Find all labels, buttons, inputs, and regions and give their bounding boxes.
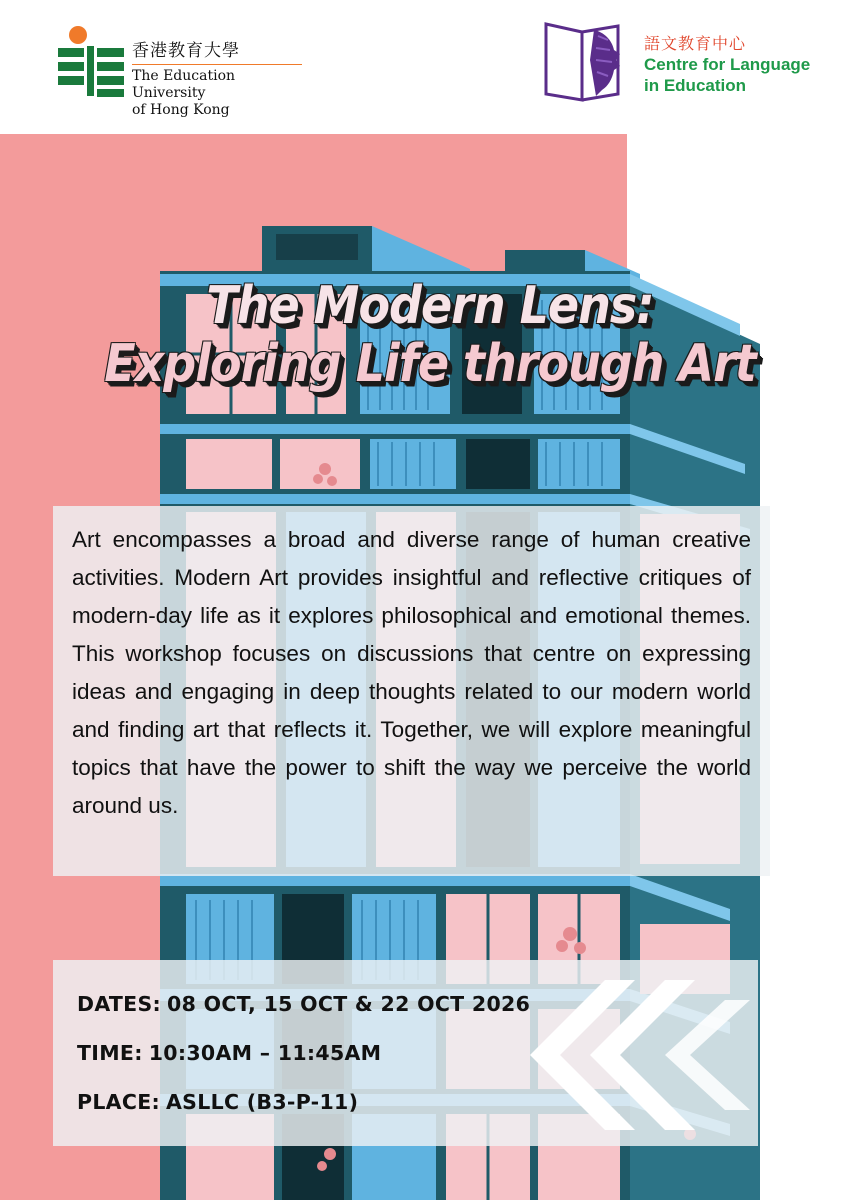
eduhk-name [132,36,302,119]
cle-name-cn: 語文教育中心 [644,34,747,53]
description-panel [53,506,770,876]
eduhk-name-en-line2: of Hong Kong [132,102,230,118]
poster-title [60,276,800,392]
dates-line [77,992,530,1016]
eduhk-name-en-line1: The Education University [132,68,236,101]
place-label: PLACE: [77,1090,160,1114]
title-line-2: Exploring Life through Art [104,332,756,394]
title-line-1: The Modern Lens: [206,274,654,336]
cle-name-en-line2: in Education [644,76,746,95]
description-text: Art encompasses a broad and diverse range of human creative activities. Modern Art provides insightful and reflective critiques of modern-day life as it explores philosophical and emotional themes. This workshop focuses on discussions that centre on expressing ideas and engaging in deep thoughts related to our modern world and finding art that reflects it. Together, we will explore meaningful topics that have the power to shift the way we perceive the world around us. [72,527,751,818]
chevron-left-decoration-icon [520,980,760,1130]
dates-label: DATES: [77,992,162,1016]
cle-name-en-line1: Centre for Language [644,55,811,74]
cle-name [644,34,810,96]
eduhk-logo-icon [58,26,124,98]
place-value: ASLLC (B3-P-11) [166,1090,359,1114]
time-line [77,1041,381,1065]
eduhk-name-cn: 香港教育大學 [132,36,302,65]
time-value: 10:30AM – 11:45AM [148,1041,382,1065]
place-line [77,1090,358,1114]
dates-value: 08 OCT, 15 OCT & 22 OCT 2026 [167,992,531,1016]
header [0,0,849,134]
cle-book-face-logo-icon [542,20,636,102]
time-label: TIME: [77,1041,143,1065]
